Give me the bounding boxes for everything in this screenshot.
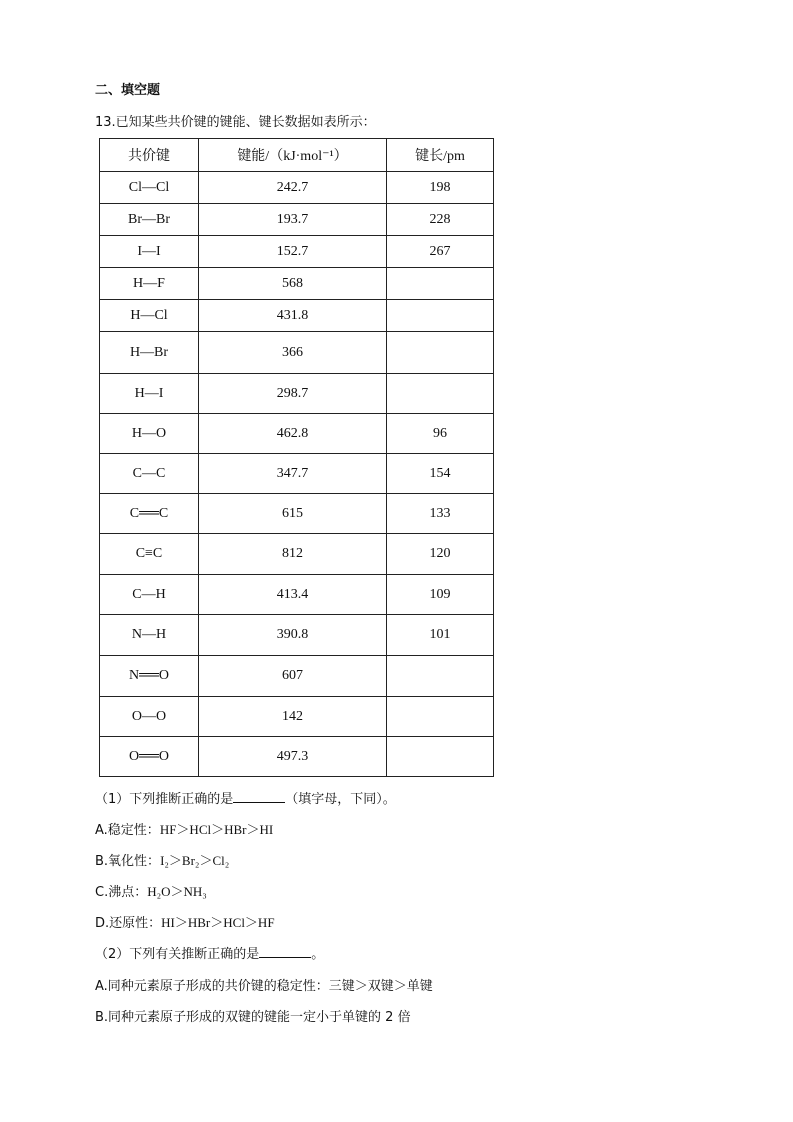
cell-length: 154 bbox=[387, 454, 494, 494]
cell-bond: C≡C bbox=[100, 534, 199, 575]
cell-length: 120 bbox=[387, 534, 494, 575]
cell-length: 228 bbox=[387, 204, 494, 236]
q1-option-c-prefix: C.沸点： bbox=[95, 885, 148, 900]
table-row bbox=[100, 697, 494, 737]
cell-length bbox=[387, 374, 494, 414]
cell-energy: 462.8 bbox=[199, 414, 387, 454]
cell-bond: H—I bbox=[100, 374, 199, 414]
cell-length bbox=[387, 656, 494, 697]
q1-option-b-value: I₂＞Br₂＞Cl₂ bbox=[160, 853, 230, 868]
header-length: 键长/pm bbox=[387, 139, 494, 172]
cell-length: 267 bbox=[387, 236, 494, 268]
cell-energy: 142 bbox=[199, 697, 387, 737]
cell-length bbox=[387, 332, 494, 374]
q1-option-b-prefix: B.氧化性： bbox=[95, 854, 161, 869]
table-row bbox=[100, 332, 494, 374]
cell-energy: 347.7 bbox=[199, 454, 387, 494]
cell-energy: 152.7 bbox=[199, 236, 387, 268]
cell-bond: N—H bbox=[100, 615, 199, 656]
cell-length: 133 bbox=[387, 494, 494, 534]
q2-prompt bbox=[95, 943, 324, 962]
cell-energy: 431.8 bbox=[199, 300, 387, 332]
cell-length bbox=[387, 268, 494, 300]
cell-bond: H—O bbox=[100, 414, 199, 454]
table-row bbox=[100, 575, 494, 615]
q2-option-a: A.同种元素原子形成的共价键的稳定性：三键＞双键＞单键 bbox=[95, 979, 433, 994]
cell-bond: I—I bbox=[100, 236, 199, 268]
cell-energy: 193.7 bbox=[199, 204, 387, 236]
cell-energy: 497.3 bbox=[199, 737, 387, 777]
cell-energy: 615 bbox=[199, 494, 387, 534]
q1-prompt bbox=[95, 788, 396, 807]
table-row bbox=[100, 236, 494, 268]
cell-bond: H—F bbox=[100, 268, 199, 300]
table-row bbox=[100, 268, 494, 300]
table-row bbox=[100, 656, 494, 697]
cell-bond: O—O bbox=[100, 697, 199, 737]
q1-answer-blank bbox=[233, 790, 285, 803]
cell-length: 198 bbox=[387, 172, 494, 204]
table-row bbox=[100, 534, 494, 575]
cell-bond: C══C bbox=[100, 494, 199, 534]
cell-length bbox=[387, 300, 494, 332]
cell-energy: 366 bbox=[199, 332, 387, 374]
bond-data-table bbox=[99, 138, 494, 777]
section-title: 二、填空题 bbox=[95, 83, 161, 98]
cell-length: 109 bbox=[387, 575, 494, 615]
cell-bond: Br—Br bbox=[100, 204, 199, 236]
header-energy: 键能/（kJ·mol⁻¹） bbox=[199, 139, 387, 172]
q1-option-c-value: H₂O＞NH₃ bbox=[147, 884, 207, 899]
q1-option-d-value: HI＞HBr＞HCl＞HF bbox=[161, 915, 275, 930]
q2-answer-blank bbox=[259, 945, 311, 958]
table-row bbox=[100, 615, 494, 656]
question-intro: 13.已知某些共价键的键能、键长数据如表所示： bbox=[95, 115, 376, 130]
cell-energy: 607 bbox=[199, 656, 387, 697]
cell-length bbox=[387, 697, 494, 737]
cell-bond: O══O bbox=[100, 737, 199, 777]
q1-option-a-prefix: A.稳定性： bbox=[95, 823, 160, 838]
table-row bbox=[100, 494, 494, 534]
q1-option-d-prefix: D.还原性： bbox=[95, 916, 162, 931]
q1-prompt-after: （填字母，下同）。 bbox=[285, 792, 396, 807]
cell-bond: H—Cl bbox=[100, 300, 199, 332]
table-row bbox=[100, 454, 494, 494]
cell-energy: 568 bbox=[199, 268, 387, 300]
table-row bbox=[100, 374, 494, 414]
cell-energy: 812 bbox=[199, 534, 387, 575]
table-row bbox=[100, 204, 494, 236]
table-row bbox=[100, 172, 494, 204]
q2-prompt-after: 。 bbox=[311, 947, 325, 962]
cell-length: 101 bbox=[387, 615, 494, 656]
cell-energy: 242.7 bbox=[199, 172, 387, 204]
cell-length: 96 bbox=[387, 414, 494, 454]
q1-option-d bbox=[95, 912, 275, 931]
q2-prompt-before: （2）下列有关推断正确的是 bbox=[95, 947, 260, 962]
table-row bbox=[100, 737, 494, 777]
q1-option-c bbox=[95, 881, 207, 900]
q1-option-a bbox=[95, 819, 273, 838]
cell-bond: H—Br bbox=[100, 332, 199, 374]
cell-energy: 298.7 bbox=[199, 374, 387, 414]
table-row bbox=[100, 300, 494, 332]
q1-option-a-value: HF＞HCl＞HBr＞HI bbox=[159, 822, 274, 837]
cell-length bbox=[387, 737, 494, 777]
q2-option-b: B.同种元素原子形成的双键的键能一定小于单键的 2 倍 bbox=[95, 1010, 411, 1025]
cell-bond: N══O bbox=[100, 656, 199, 697]
cell-bond: C—H bbox=[100, 575, 199, 615]
header-bond: 共价键 bbox=[100, 139, 199, 172]
table-header-row bbox=[100, 139, 494, 172]
cell-bond: Cl—Cl bbox=[100, 172, 199, 204]
cell-energy: 390.8 bbox=[199, 615, 387, 656]
q1-option-b bbox=[95, 850, 229, 869]
cell-energy: 413.4 bbox=[199, 575, 387, 615]
cell-bond: C—C bbox=[100, 454, 199, 494]
q1-prompt-before: （1）下列推断正确的是 bbox=[95, 792, 234, 807]
table-row bbox=[100, 414, 494, 454]
